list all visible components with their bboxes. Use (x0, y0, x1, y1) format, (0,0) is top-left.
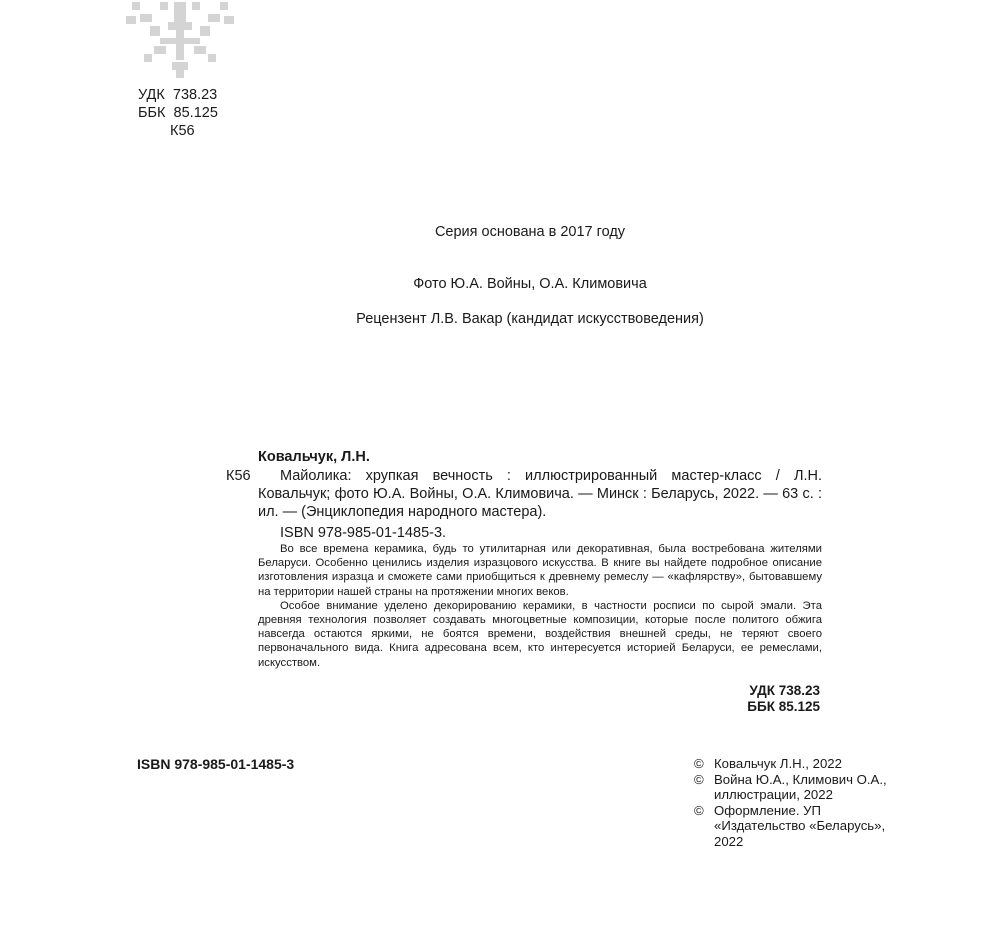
annotation (258, 542, 822, 670)
record-classification (747, 683, 820, 715)
photo-credit: Фото Ю.А. Войны, О.А. Климовича (413, 276, 647, 292)
series-note: Серия основана в 2017 году (434, 224, 626, 240)
copyright-icon: © (694, 802, 704, 818)
copyright-icon: © (694, 771, 704, 787)
record-author-mark: К56 (226, 468, 251, 484)
copyright-block (694, 756, 909, 849)
isbn-footer: ISBN 978-985-01-1485-3 (137, 756, 295, 772)
bbk-code: ББК 85.125 (138, 105, 218, 121)
bibliographic-description: Майолика: хрупкая вечность : иллюстрированный мастер-класс / Л.Н. Ковальчук; фото Ю.А. Войны, О.А. Климовича. — Минск : Беларусь, 2022. — 63 с. : ил. — (Энциклопедия народного мастера). (258, 468, 822, 520)
record-udk: УДК 738.23 (749, 683, 820, 698)
copyright-icon: © (694, 756, 704, 771)
copyright-text: Ковальчук Л.Н., 2022 (714, 756, 842, 771)
copyright-text: Война Ю.А., Климович О.А., иллюстрации, 2022 (714, 771, 887, 802)
record-bbk: ББК 85.125 (747, 699, 820, 714)
folk-ornament-icon (120, 0, 240, 80)
annotation-paragraph: Во все времена керамика, будь то утилитарная или декоративная, была востребована жителями Беларуси. Особенно ценились изделия изразцового искусства. В книге вы найдете подробное описание изготовления изразца и сможете сами приобщиться к древнему ремеслу — «кафлярству», бытовавшему на территории нашей страны на протяжении многих веков. (258, 543, 822, 598)
classification-block (138, 86, 218, 140)
author-mark: К56 (170, 123, 195, 139)
copyright-line (694, 803, 909, 850)
annotation-paragraph: Особое внимание уделено декорированию керамики, в частности росписи по сырой эмали. Эта древняя технология позволяет создавать многоцветные композиции, которые после политого обжига навсегда остаются яркими, не боятся времени, воздействия внешней среды, не теряют своего первоначального вида. Книга адресована всем, кто интересуется историей Беларуси, ее ремеслами, искусством. (258, 599, 822, 669)
author-heading: Ковальчук, Л.Н. (258, 449, 370, 465)
reviewer-line: Рецензент Л.В. Вакар (кандидат искусствоведения) (356, 311, 704, 327)
record-isbn: ISBN 978-985-01-1485-3. (280, 525, 447, 541)
udk-code: УДК 738.23 (138, 87, 218, 103)
copyright-line (694, 756, 909, 772)
copyright-text: Оформление. УП «Издательство «Беларусь», 2022 (714, 802, 886, 849)
copyright-line (694, 772, 909, 803)
